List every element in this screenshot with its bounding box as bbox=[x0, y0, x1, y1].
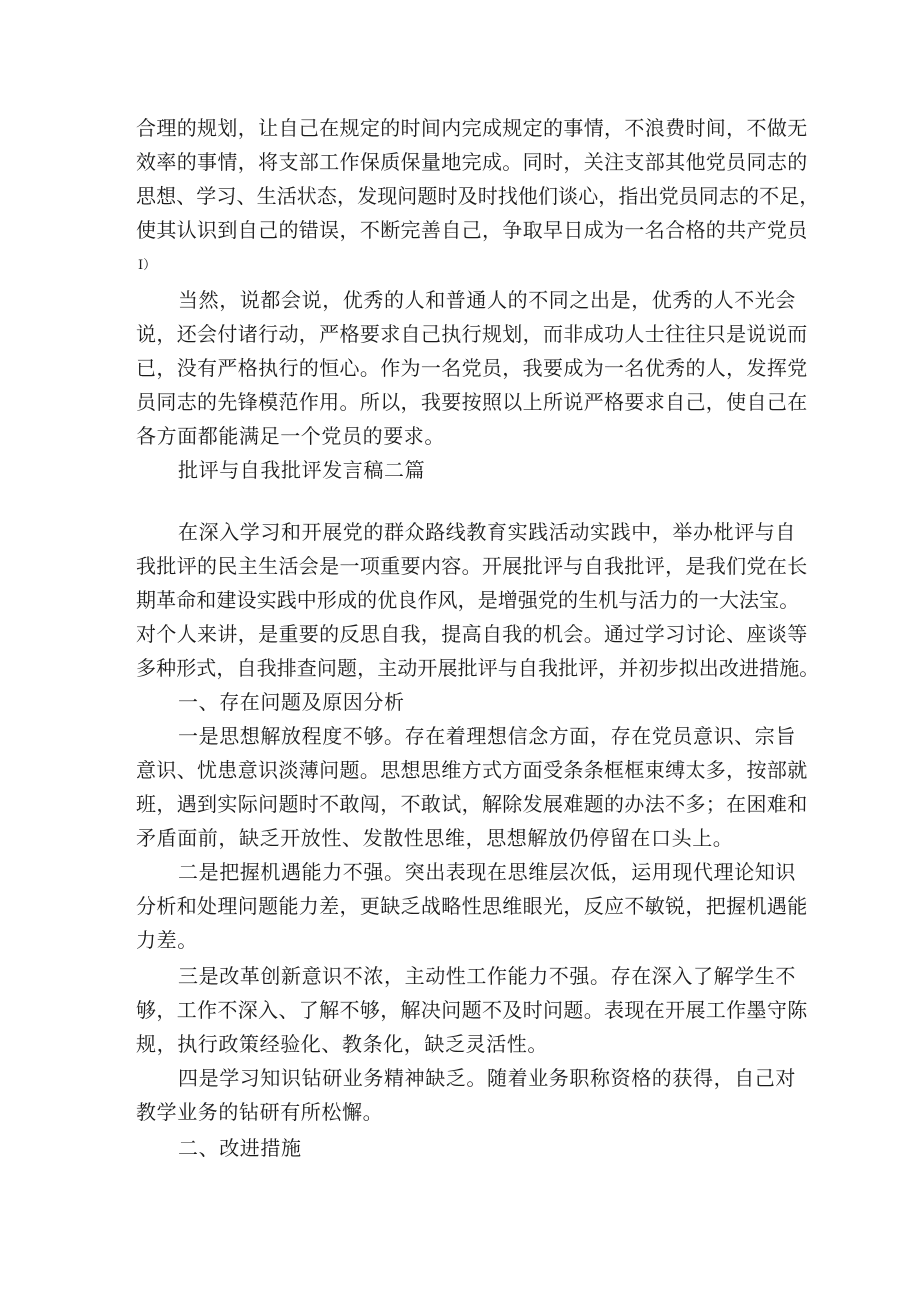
paragraph-2-line-3: 已，没有严格执行的恒心。作为一名党员，我要成为一名优秀的人，发挥党 bbox=[136, 356, 808, 380]
problem-1-line-4: 矛盾面前，缺乏开放性、发散性思维，思想解放仍停留在口头上。 bbox=[136, 826, 734, 850]
problem-3-line-3: 规，执行政策经验化、教条化，缺乏灵活性。 bbox=[136, 1032, 548, 1056]
problem-1-line-1: 一是思想解放程度不够。存在着理想信念方面，存在党员意识、宗旨 bbox=[178, 724, 796, 748]
heading-improvements: 二、改进措施 bbox=[178, 1136, 302, 1160]
paragraph-1-line-1: 合理的规划，让自己在规定的时间内完成规定的事情，不浪费时间，不做无 bbox=[136, 116, 808, 140]
problem-3-line-2: 够，工作不深入、了解不够，解决问题不及时问题。表现在开展工作墨守陈 bbox=[136, 998, 808, 1022]
problem-2-line-2: 分析和处理问题能力差，更缺乏战略性思维眼光，反应不敏锐，把握机遇能 bbox=[136, 894, 808, 918]
problem-4-line-2: 教学业务的钻研有所松懈。 bbox=[136, 1100, 384, 1124]
problem-2-line-1: 二是把握机遇能力不强。突出表现在思维层次低，运用现代理论知识 bbox=[178, 860, 796, 884]
problem-1-line-3: 班，遇到实际问题时不敢闯，不敢试，解除发展难题的办法不多；在困难和 bbox=[136, 792, 808, 816]
paragraph-3-line-1: 在深入学习和开展党的群众路线教育实践活动实践中，举办枇评与自 bbox=[178, 520, 796, 544]
problem-2-line-3: 力差。 bbox=[136, 928, 198, 952]
problem-3-line-1: 三是改革创新意识不浓，主动性工作能力不强。存在深入了解学生不 bbox=[178, 964, 796, 988]
paragraph-3-line-3: 期革命和建设实践中形成的优良作风，是增强党的生机与活力的一大法宝。 bbox=[136, 588, 800, 612]
paragraph-2-line-5: 各方面都能满足一个党员的要求。 bbox=[136, 424, 445, 448]
paragraph-2-line-4: 员同志的先锋模范作用。所以，我要按照以上所说严格要求自己，使自己在 bbox=[136, 390, 808, 414]
paragraph-3-line-5: 多种形式，自我排查问题，主动开展批评与自我批评，并初步拟出改进措施。 bbox=[136, 656, 820, 680]
problem-4-line-1: 四是学习知识钻研业务精神缺乏。随着业务职称资格的获得，自己对 bbox=[178, 1066, 796, 1090]
stray-mark: I） bbox=[138, 258, 157, 273]
section-title: 批评与自我批评发言稿二篇 bbox=[178, 458, 426, 482]
heading-problems: 一、存在问题及原因分析 bbox=[178, 690, 405, 714]
paragraph-2-line-1: 当然，说都会说，优秀的人和普通人的不同之出是，优秀的人不光会 bbox=[178, 288, 796, 312]
paragraph-1-line-3: 思想、学习、生活状态，发现问题时及时找他们谈心，指出党员同志的不足， bbox=[136, 184, 820, 208]
paragraph-2-line-2: 说，还会付诸行动，严格要求自己执行规划，而非成功人士往往只是说说而 bbox=[136, 322, 808, 346]
paragraph-1-line-2: 效率的事情，将支部工作保质保量地完成。同时，关注支部其他党员同志的 bbox=[136, 150, 808, 174]
paragraph-3-line-2: 我批评的民主生活会是一项重要内容。开展批评与自我批评，是我们党在长 bbox=[136, 554, 808, 578]
problem-1-line-2: 意识、忧患意识淡薄问题。思想思维方式方面受条条框框束缚太多，按部就 bbox=[136, 758, 808, 782]
paragraph-3-line-4: 对个人来讲，是重要的反思自我，提高自我的机会。通过学习讨论、座谈等 bbox=[136, 622, 808, 646]
paragraph-1-line-4: 使其认识到自己的错误，不断完善自己，争取早日成为一名合格的共产党员 bbox=[136, 218, 808, 242]
